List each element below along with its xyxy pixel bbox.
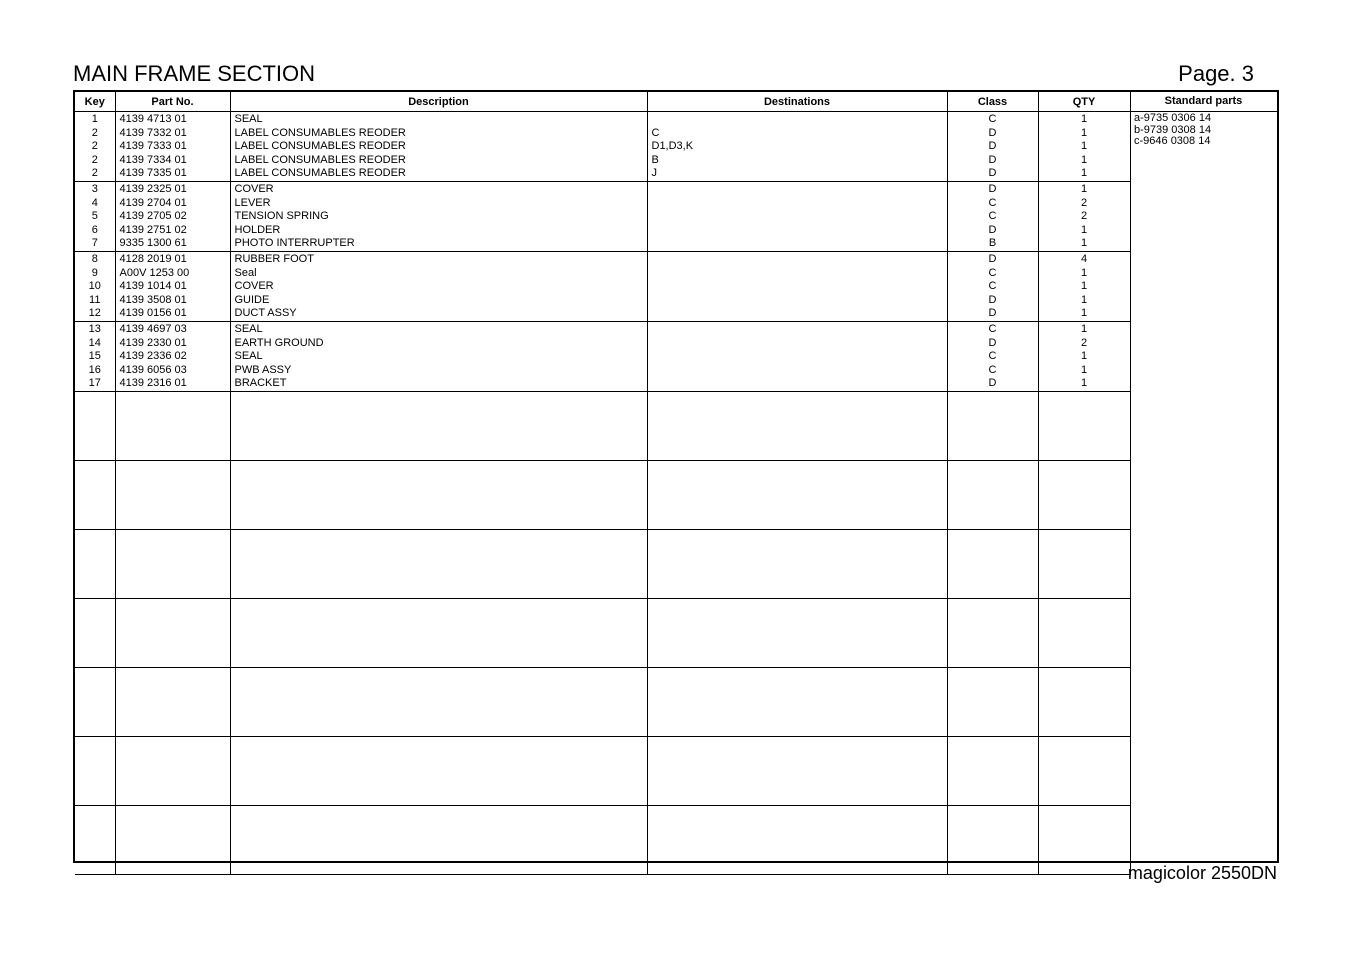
cell-line: 4139 7332 01 [119,126,187,139]
qty-cell [1038,251,1130,321]
qty-cell [1038,321,1130,391]
cell-line: 4139 3508 01 [119,293,187,306]
cell-line: 6 [91,223,98,236]
cell-line: D [988,182,997,195]
cell-line: LABEL CONSUMABLES REODER [234,153,406,166]
cell-line: HOLDER [234,223,281,236]
cell-line: 4139 2330 01 [119,336,187,349]
cell-line [652,183,947,197]
qty-cell [1038,667,1130,736]
cell-line: 4139 0156 01 [119,307,187,320]
cell-line: 13 [88,322,101,335]
cell-line [652,350,947,364]
cell-line: COVER [234,182,274,195]
cell-line: 4128 2019 01 [119,252,187,265]
cell-line [652,267,947,281]
col-header-description: Description [230,92,647,112]
class-cell [947,321,1038,391]
col-header-key: Key [75,92,115,112]
cell-line: 2 [91,153,98,166]
qty-cell [1038,181,1130,251]
description-cell [230,391,647,460]
destinations-cell [647,321,947,391]
table-row-group [75,598,1130,667]
destinations-cell [647,667,947,736]
cell-line: 1 [1080,167,1088,180]
parts-table [75,92,1131,875]
cell-line: 4 [91,196,98,209]
description-cell [230,112,647,182]
cell-line: 17 [88,377,101,390]
cell-line: LABEL CONSUMABLES REODER [234,140,406,153]
col-header-standard-parts: Standard parts [1130,92,1277,112]
cell-line: D [988,153,997,166]
cell-line: 14 [88,336,101,349]
cell-line: 4 [1080,252,1088,265]
qty-cell [1038,391,1130,460]
table-row-group [75,251,1130,321]
cell-line: LEVER [234,196,271,209]
destinations-cell [647,251,947,321]
cell-line: C [988,350,997,363]
cell-line: 1 [1080,280,1088,293]
cell-line: 5 [91,210,98,223]
cell-line: 1 [1080,113,1088,125]
class-cell [947,805,1038,874]
cell-line: 1 [1080,223,1088,236]
table-header-row [75,92,1130,112]
part-no-cell [115,805,230,874]
key-cell [75,460,115,529]
cell-line: C [988,113,997,125]
cell-line: 1 [1080,266,1088,279]
standard-part-item: a-9735 0306 14 [1134,112,1212,124]
part-no-cell [115,391,230,460]
table-row-group [75,529,1130,598]
cell-line: 1 [1080,293,1088,306]
description-cell [230,667,647,736]
cell-line: 2 [1080,210,1088,223]
model-name: magicolor 2550DN [1127,863,1277,883]
cell-line [652,377,947,391]
cell-line: Seal [234,266,257,279]
cell-line: 8 [91,252,98,265]
cell-line: 1 [1080,153,1088,166]
cell-line: D [988,223,997,236]
cell-line: J [651,167,657,180]
class-cell [947,391,1038,460]
cell-line: C [988,322,997,335]
cell-line: D [988,167,997,180]
cell-line: 2 [91,140,98,153]
class-cell [947,112,1038,182]
cell-line: SEAL [234,322,263,335]
table-row-group [75,805,1130,874]
cell-line: 1 [1080,377,1088,390]
qty-cell [1038,112,1130,182]
cell-line: 4139 1014 01 [119,280,187,293]
cell-line: 1 [1080,237,1088,250]
description-cell [230,181,647,251]
cell-line: RUBBER FOOT [234,252,314,265]
destinations-cell [647,805,947,874]
key-cell [75,736,115,805]
key-cell [75,391,115,460]
cell-line [652,307,947,321]
table-row-group [75,321,1130,391]
page-number: Page. 3 [1178,61,1254,86]
cell-line: 2 [1080,196,1088,209]
cell-line: 16 [88,363,101,376]
class-cell [947,598,1038,667]
cell-line: 1 [1080,307,1088,320]
cell-line: 4139 2316 01 [119,377,187,390]
cell-line: C [988,210,997,223]
cell-line: TENSION SPRING [234,210,329,223]
cell-line: C [988,266,997,279]
qty-cell [1038,598,1130,667]
cell-line: SEAL [234,113,263,125]
cell-line: 11 [89,293,101,306]
cell-line: 4139 2325 01 [119,182,187,195]
cell-line [652,253,947,267]
class-cell [947,181,1038,251]
cell-line: D [988,293,997,306]
cell-line: 4139 7335 01 [119,167,187,180]
key-cell [75,667,115,736]
table-row-group [75,112,1130,182]
cell-line: D [988,307,997,320]
cell-line: C [988,363,997,376]
destinations-cell [647,460,947,529]
cell-line: 15 [88,350,101,363]
cell-line: DUCT ASSY [234,307,297,320]
destinations-cell [647,112,947,182]
cell-line: D1,D3,K [651,140,694,153]
part-no-cell [115,529,230,598]
qty-cell [1038,805,1130,874]
cell-line: 4139 2336 02 [119,350,187,363]
cell-line: COVER [234,280,274,293]
cell-line: GUIDE [234,293,270,306]
cell-line: D [988,336,997,349]
destinations-cell [647,736,947,805]
cell-line [652,294,947,308]
cell-line: D [988,140,997,153]
cell-line: 2 [91,167,98,180]
class-cell [947,667,1038,736]
class-cell [947,736,1038,805]
cell-line: 4139 2705 02 [119,210,187,223]
part-no-cell [115,251,230,321]
parts-sheet [73,90,1279,863]
cell-line: 4139 4697 03 [119,322,187,335]
cell-line: 1 [1080,350,1088,363]
part-no-cell [115,112,230,182]
cell-line: C [651,126,660,139]
cell-line: C [988,196,997,209]
cell-line: 4139 6056 03 [119,363,187,376]
cell-line: 7 [91,237,98,250]
cell-line: 1 [1080,363,1088,376]
cell-line [652,364,947,378]
cell-line: D [988,126,997,139]
col-header-part-no: Part No. [115,92,230,112]
standard-part-item: b-9739 0308 14 [1134,123,1212,136]
cell-line: 1 [1080,182,1088,195]
cell-line [652,224,947,238]
description-cell [230,460,647,529]
table-row-group [75,736,1130,805]
col-header-destinations: Destinations [647,92,947,112]
description-cell [230,736,647,805]
qty-cell [1038,460,1130,529]
standard-parts-list [1134,113,1211,148]
description-cell [230,805,647,874]
cell-line [652,113,947,127]
cell-line [652,323,947,337]
cell-line: SEAL [234,350,263,363]
cell-line: 1 [1080,322,1088,335]
cell-line: 4139 2751 02 [119,223,187,236]
cell-line [652,337,947,351]
part-no-cell [115,321,230,391]
cell-line: 4139 2704 01 [119,196,187,209]
cell-line: D [988,252,997,265]
cell-line: D [988,377,997,390]
cell-line: 1 [1080,140,1088,153]
cell-line: C [988,280,997,293]
part-no-cell [115,736,230,805]
key-cell [75,181,115,251]
cell-line: 1 [91,113,98,125]
cell-line: B [988,237,997,250]
cell-line: 4139 4713 01 [119,113,187,125]
col-header-class: Class [947,92,1038,112]
cell-line: 2 [91,126,98,139]
part-no-cell [115,598,230,667]
description-cell [230,598,647,667]
cell-line: 2 [1080,336,1088,349]
key-cell [75,529,115,598]
class-cell [947,460,1038,529]
class-cell [947,529,1038,598]
cell-line: 4139 7333 01 [119,140,187,153]
cell-line: EARTH GROUND [234,336,324,349]
cell-line: PHOTO INTERRUPTER [234,237,355,250]
qty-cell [1038,529,1130,598]
key-cell [75,805,115,874]
cell-line: 1 [1080,126,1088,139]
key-cell [75,112,115,182]
description-cell [230,321,647,391]
cell-line: 9335 1300 61 [119,237,187,250]
class-cell [947,251,1038,321]
destinations-cell [647,598,947,667]
cell-line: LABEL CONSUMABLES REODER [234,167,406,180]
table-row-group [75,181,1130,251]
part-no-cell [115,181,230,251]
key-cell [75,598,115,667]
table-row-group [75,460,1130,529]
cell-line: 9 [91,266,98,279]
destinations-cell [647,529,947,598]
col-header-qty: QTY [1038,92,1130,112]
part-no-cell [115,667,230,736]
qty-cell [1038,736,1130,805]
cell-line [652,237,947,251]
description-cell [230,251,647,321]
cell-line: 3 [91,182,98,195]
cell-line: BRACKET [234,377,287,390]
part-no-cell [115,460,230,529]
table-row-group [75,391,1130,460]
page-title: MAIN FRAME SECTION [73,61,316,86]
cell-line: B [651,153,659,166]
cell-line [652,210,947,224]
destinations-cell [647,391,947,460]
destinations-cell [647,181,947,251]
key-cell [75,321,115,391]
standard-part-item: c-9646 0308 14 [1134,135,1211,147]
cell-line: 10 [88,280,101,293]
cell-line: PWB ASSY [234,363,292,376]
cell-line: 12 [88,307,101,320]
description-cell [230,529,647,598]
cell-line: 4139 7334 01 [119,153,187,166]
cell-line: A00V 1253 00 [119,266,190,279]
key-cell [75,251,115,321]
cell-line [652,280,947,294]
cell-line [652,197,947,211]
cell-line: LABEL CONSUMABLES REODER [234,126,406,139]
table-row-group [75,667,1130,736]
